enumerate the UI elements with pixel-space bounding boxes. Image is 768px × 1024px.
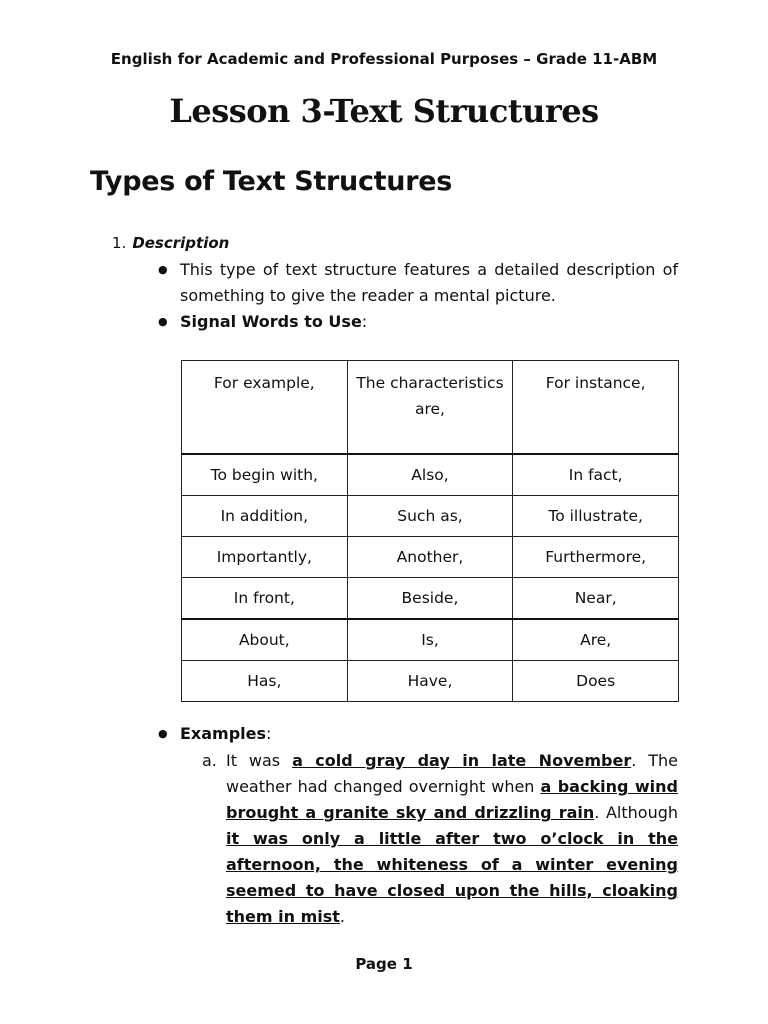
table-cell: Such as, xyxy=(347,496,513,537)
example-text xyxy=(226,748,678,930)
table-cell: Importantly, xyxy=(182,537,348,578)
table-cell: Have, xyxy=(347,661,513,702)
table-cell: Is, xyxy=(347,619,513,661)
examples-bullet xyxy=(180,721,678,747)
example-text-part: . Although xyxy=(594,803,679,822)
table-cell: To begin with, xyxy=(182,454,348,496)
table-cell: In fact, xyxy=(513,454,679,496)
table-row xyxy=(182,361,679,455)
definition-bullet: ● This type of text structure features a detailed description of something to give the reader a mental picture. xyxy=(180,257,678,309)
table-cell: About, xyxy=(182,619,348,661)
list-item-number: 1. xyxy=(112,234,127,252)
example-text-part: . The weather had changed overnight when xyxy=(226,751,678,796)
table-cell: In addition, xyxy=(182,496,348,537)
example-letter: a. xyxy=(202,751,217,770)
table-cell: Furthermore, xyxy=(513,537,679,578)
signal-words-label: Signal Words to Use xyxy=(180,312,362,331)
table-row xyxy=(182,619,679,661)
list-item-term: Description xyxy=(132,234,230,252)
examples-colon: : xyxy=(266,724,272,743)
page-number: Page 1 xyxy=(355,955,413,973)
document-header: English for Academic and Professional Purposes – Grade 11-ABM xyxy=(110,50,658,68)
example-a xyxy=(202,748,678,930)
example-underlined-phrase: a cold gray day in late November xyxy=(292,751,632,770)
table-cell: Beside, xyxy=(347,578,513,620)
table-row xyxy=(182,537,679,578)
signal-words-table xyxy=(181,360,679,702)
table-cell: Another, xyxy=(347,537,513,578)
example-text-part: . xyxy=(339,907,345,926)
table-row xyxy=(182,661,679,702)
signal-words-colon: : xyxy=(361,312,368,331)
signal-words-bullet xyxy=(180,309,678,335)
table-cell: Has, xyxy=(182,661,348,702)
table-cell: In front, xyxy=(182,578,348,620)
table-cell: Near, xyxy=(513,578,679,620)
table-cell: For instance, xyxy=(513,361,679,455)
table-cell: For example, xyxy=(182,361,348,455)
table-cell: Does xyxy=(513,661,679,702)
table-row xyxy=(182,454,679,496)
table-cell: The characteristics are, xyxy=(347,361,513,455)
table-cell: Are, xyxy=(513,619,679,661)
example-text-part: It was xyxy=(226,751,293,770)
list-item-heading xyxy=(112,234,229,252)
lesson-title: Lesson 3-Text Structures xyxy=(169,92,599,130)
table-row xyxy=(182,578,679,620)
example-underlined-phrase: a backing wind brought a granite sky and drizzling rain xyxy=(226,777,678,822)
table-cell: Also, xyxy=(347,454,513,496)
examples-label: Examples xyxy=(180,724,267,743)
table-row xyxy=(182,496,679,537)
example-underlined-phrase: it was only a little after two o’clock in the afternoon, the whiteness of a winter evening seemed to have closed upon the hills, cloaking them in mist xyxy=(226,829,678,926)
table-cell: To illustrate, xyxy=(513,496,679,537)
section-title: Types of Text Structures xyxy=(90,166,453,197)
